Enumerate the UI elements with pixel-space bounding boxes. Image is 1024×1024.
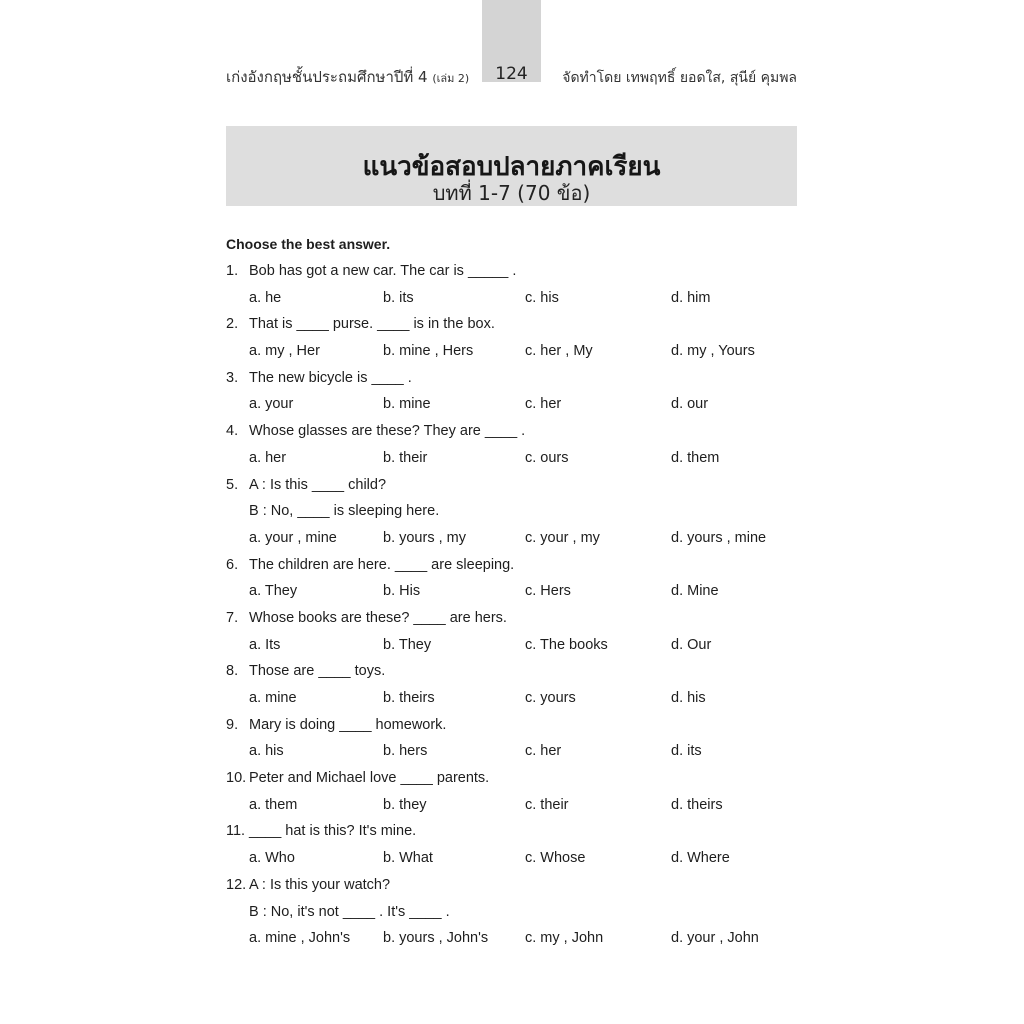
option-c[interactable]: c. your , my bbox=[525, 529, 600, 546]
option-b[interactable]: b. its bbox=[383, 289, 414, 306]
answer-options bbox=[226, 448, 806, 475]
option-b[interactable]: b. yours , John's bbox=[383, 930, 489, 947]
question-line bbox=[226, 475, 806, 502]
option-c[interactable]: c. their bbox=[525, 796, 569, 813]
answer-options bbox=[226, 581, 806, 608]
option-b[interactable]: b. yours , my bbox=[383, 529, 466, 546]
question-number: 4. bbox=[226, 423, 239, 440]
question-text-continued: B : No, ____ is sleeping here. bbox=[249, 503, 440, 520]
book-volume: (เล่ม 2) bbox=[432, 72, 470, 85]
question-text: Those are ____ toys. bbox=[249, 663, 386, 680]
question-line bbox=[226, 368, 806, 395]
option-d[interactable]: d. them bbox=[671, 449, 720, 466]
question-text: ____ hat is this? It's mine. bbox=[249, 823, 417, 840]
option-b[interactable]: b. What bbox=[383, 850, 433, 867]
answer-options bbox=[226, 848, 806, 875]
option-d[interactable]: d. yours , mine bbox=[671, 529, 767, 546]
question-line bbox=[226, 314, 806, 341]
question-text: The new bicycle is ____ . bbox=[249, 369, 412, 386]
question-line bbox=[226, 768, 806, 795]
question-item bbox=[226, 421, 806, 474]
question-item bbox=[226, 475, 806, 555]
question-text: Whose glasses are these? They are ____ . bbox=[249, 423, 526, 440]
option-d[interactable]: d. Mine bbox=[671, 583, 719, 600]
question-number: 1. bbox=[226, 263, 239, 279]
option-a[interactable]: a. mine , John's bbox=[249, 930, 351, 947]
option-d[interactable]: d. its bbox=[671, 743, 702, 760]
running-header-title bbox=[226, 65, 469, 89]
question-number: 11. bbox=[226, 823, 246, 840]
question-number: 3. bbox=[226, 369, 239, 386]
answer-options bbox=[226, 795, 806, 822]
option-c[interactable]: c. yours bbox=[525, 690, 576, 706]
option-c[interactable]: c. her bbox=[525, 396, 562, 413]
question-item bbox=[226, 368, 806, 421]
question-item bbox=[226, 608, 806, 661]
option-d[interactable]: d. theirs bbox=[671, 796, 723, 813]
option-a[interactable]: a. Who bbox=[249, 850, 295, 867]
option-d[interactable]: d. him bbox=[671, 289, 711, 306]
answer-options bbox=[226, 341, 806, 368]
option-a[interactable]: a. her bbox=[249, 449, 287, 466]
option-c[interactable]: c. her bbox=[525, 743, 562, 760]
question-text: That is ____ purse. ____ is in the box. bbox=[249, 316, 495, 333]
option-c[interactable]: c. ours bbox=[525, 449, 569, 466]
option-a[interactable]: a. your bbox=[249, 396, 294, 413]
question-item bbox=[226, 768, 806, 821]
question-list bbox=[226, 261, 806, 955]
option-c[interactable]: c. Hers bbox=[525, 583, 571, 600]
option-b[interactable]: b. They bbox=[383, 636, 432, 653]
option-a[interactable]: a. them bbox=[249, 796, 298, 813]
question-number: 10. bbox=[226, 770, 247, 787]
question-number: 9. bbox=[226, 716, 239, 733]
option-c[interactable]: c. my , John bbox=[525, 930, 604, 947]
question-number: 5. bbox=[226, 476, 239, 493]
option-a[interactable]: a. he bbox=[249, 289, 282, 306]
answer-options bbox=[226, 688, 806, 715]
answer-options bbox=[226, 288, 806, 315]
section-title-box bbox=[226, 126, 797, 206]
running-header-authors: จัดทำโดย เทพฤทธิ์ ยอดใส, สุนีย์ คุมพล bbox=[562, 70, 797, 86]
option-a[interactable]: a. mine bbox=[249, 690, 297, 706]
question-text: Whose books are these? ____ are hers. bbox=[249, 609, 507, 626]
option-d[interactable]: d. your , John bbox=[671, 930, 759, 947]
question-line bbox=[226, 261, 806, 288]
question-number: 7. bbox=[226, 609, 239, 626]
question-item bbox=[226, 875, 806, 955]
answer-options bbox=[226, 528, 806, 555]
question-text: A : Is this your watch? bbox=[249, 876, 391, 893]
question-text: A : Is this ____ child? bbox=[249, 476, 387, 493]
answer-options bbox=[226, 741, 806, 768]
option-b[interactable]: b. hers bbox=[383, 743, 428, 760]
section-title: แนวข้อสอบปลายภาคเรียน bbox=[362, 152, 661, 182]
option-a[interactable]: a. your , mine bbox=[249, 529, 337, 546]
question-line bbox=[226, 661, 806, 688]
question-item bbox=[226, 261, 806, 314]
question-item bbox=[226, 821, 806, 874]
question-line bbox=[226, 421, 806, 448]
option-d[interactable]: d. his bbox=[671, 690, 706, 706]
question-line bbox=[226, 715, 806, 742]
option-a[interactable]: a. his bbox=[249, 743, 284, 760]
question-text: Peter and Michael love ____ parents. bbox=[249, 770, 490, 787]
answer-options bbox=[226, 928, 806, 955]
answer-options bbox=[226, 635, 806, 662]
option-d[interactable]: d. my , Yours bbox=[671, 343, 755, 360]
question-line bbox=[226, 875, 806, 902]
question-item bbox=[226, 715, 806, 768]
option-a[interactable]: a. Its bbox=[249, 636, 281, 653]
option-b[interactable]: b. mine , Hers bbox=[383, 343, 474, 360]
question-text-continued: B : No, it's not ____ . It's ____ . bbox=[249, 903, 450, 920]
question-text: The children are here. ____ are sleeping. bbox=[249, 556, 515, 573]
question-line bbox=[226, 555, 806, 582]
option-c[interactable]: c. his bbox=[525, 289, 559, 306]
option-d[interactable]: d. Where bbox=[671, 850, 730, 867]
option-c[interactable]: c. The books bbox=[525, 636, 608, 653]
book-title: เก่งอังกฤษชั้นประถมศึกษาปีที่ 4 bbox=[226, 68, 428, 86]
question-number: 8. bbox=[226, 663, 239, 680]
question-item bbox=[226, 314, 806, 367]
section-subtitle: บทที่ 1-7 (70 ข้อ) bbox=[432, 181, 591, 205]
question-line bbox=[226, 608, 806, 635]
question-line bbox=[226, 821, 806, 848]
option-c[interactable]: c. Whose bbox=[525, 850, 586, 867]
option-a[interactable]: a. They bbox=[249, 583, 298, 600]
question-text: Bob has got a new car. The car is _____ . bbox=[249, 263, 517, 279]
question-item bbox=[226, 555, 806, 608]
option-b[interactable]: b. His bbox=[383, 583, 421, 600]
option-b[interactable]: b. they bbox=[383, 796, 427, 813]
option-c[interactable]: c. her , My bbox=[525, 343, 593, 360]
answer-options bbox=[226, 394, 806, 421]
question-number: 6. bbox=[226, 556, 239, 573]
option-d[interactable]: d. Our bbox=[671, 636, 712, 653]
question-number: 12. bbox=[226, 876, 247, 893]
option-b[interactable]: b. mine bbox=[383, 396, 431, 413]
option-b[interactable]: b. theirs bbox=[383, 690, 435, 706]
option-b[interactable]: b. their bbox=[383, 449, 428, 466]
instruction: Choose the best answer. bbox=[226, 236, 391, 252]
question-item bbox=[226, 661, 806, 714]
question-text: Mary is doing ____ homework. bbox=[249, 716, 447, 733]
question-number: 2. bbox=[226, 316, 239, 333]
option-d[interactable]: d. our bbox=[671, 396, 709, 413]
option-a[interactable]: a. my , Her bbox=[249, 343, 320, 360]
page-number: 124 bbox=[495, 64, 528, 84]
